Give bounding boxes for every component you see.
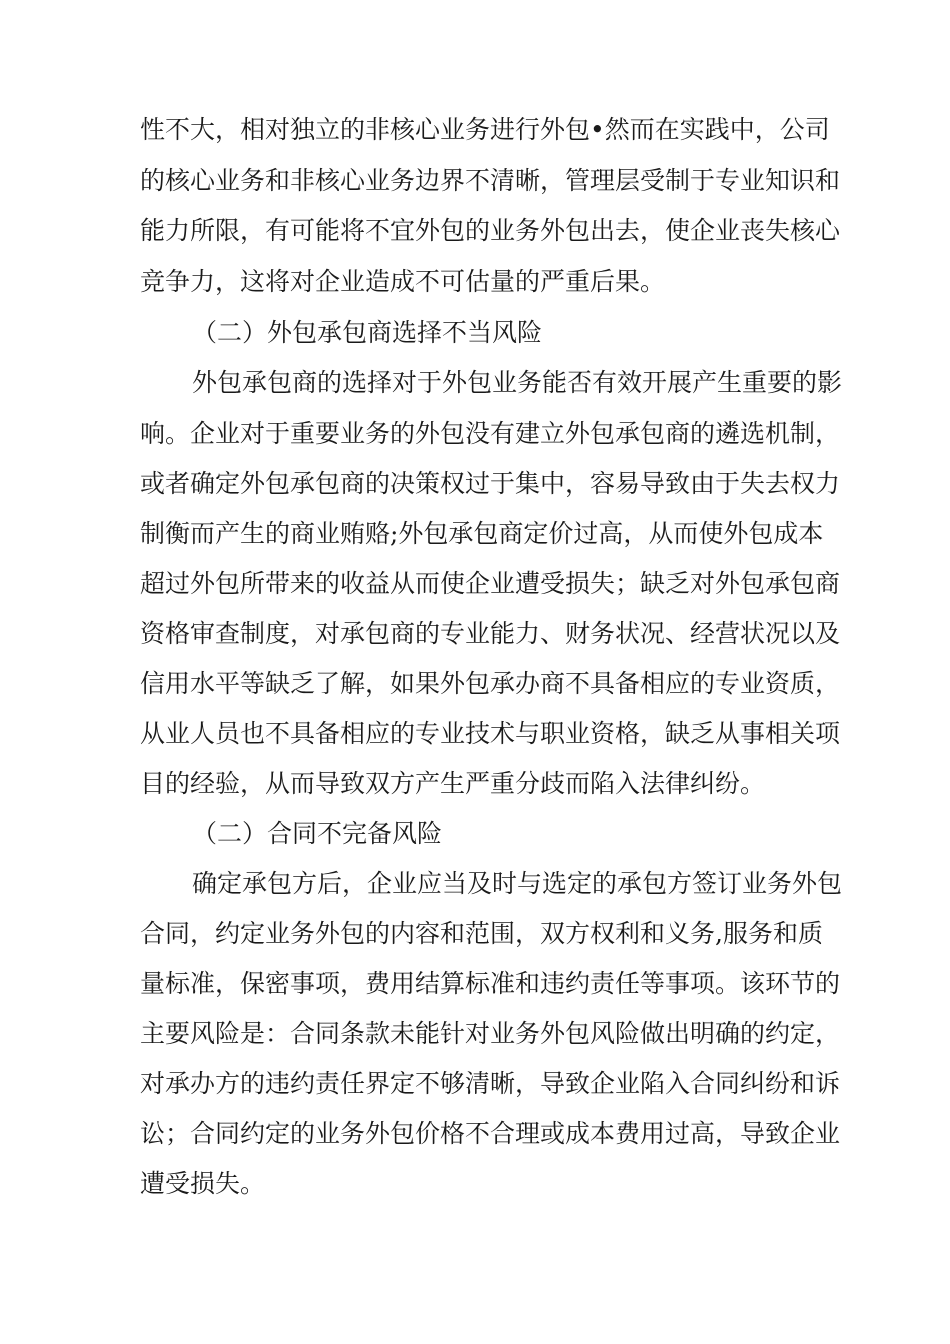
paragraph-3-line-3: 量标准，保密事项，费用结算标准和违约责任等事项。该环节的 — [140, 969, 841, 998]
paragraph-1-line-2: 的核心业务和非核心业务边界不清晰，管理层受制于专业知识和 — [140, 166, 841, 195]
section-heading-contract-incomplete: （二）合同不完备风险 — [192, 819, 443, 848]
paragraph-3-line-1: 确定承包方后，企业应当及时与选定的承包方签订业务外包 — [192, 869, 843, 898]
paragraph-2-line-5: 超过外包所带来的收益从而使企业遭受损失；缺乏对外包承包商 — [140, 569, 841, 598]
paragraph-2-line-8: 从业人员也不具备相应的专业技术与职业资格，缺乏从事相关项 — [140, 719, 841, 748]
paragraph-1-line-3: 能力所限，有可能将不宜外包的业务外包出去，使企业丧失核心 — [140, 216, 841, 245]
paragraph-2-line-6: 资格审查制度，对承包商的专业能力、财务状况、经营状况以及 — [140, 619, 841, 648]
paragraph-2-line-4: 制衡而产生的商业贿赂;外包承包商定价过高，从而使外包成本 — [140, 519, 824, 548]
paragraph-2-line-2: 响。企业对于重要业务的外包没有建立外包承包商的遴选机制， — [140, 419, 841, 448]
section-heading-contractor-selection: （二）外包承包商选择不当风险 — [192, 318, 543, 347]
paragraph-2-line-9: 目的经验，从而导致双方产生严重分歧而陷入法律纠纷。 — [140, 769, 766, 798]
paragraph-3-line-6: 讼；合同约定的业务外包价格不合理或成本费用过高，导致企业 — [140, 1119, 841, 1148]
paragraph-3-line-7: 遭受损失。 — [140, 1169, 266, 1198]
paragraph-3-line-4: 主要风险是：合同条款未能针对业务外包风险做出明确的约定， — [140, 1019, 841, 1048]
paragraph-2-line-1: 外包承包商的选择对于外包业务能否有效开展产生重要的影 — [192, 368, 843, 397]
paragraph-1-line-4: 竞争力，这将对企业造成不可估量的严重后果。 — [140, 267, 666, 296]
paragraph-2-line-7: 信用水平等缺乏了解，如果外包承办商不具备相应的专业资质， — [140, 669, 841, 698]
paragraph-1-line-1: 性不大，相对独立的非核心业务进行外包•然而在实践中，公司 — [140, 115, 830, 144]
paragraph-2-line-3: 或者确定外包承包商的决策权过于集中，容易导致由于失去权力 — [140, 469, 841, 498]
paragraph-3-line-2: 合同，约定业务外包的内容和范围，双方权利和义务,服务和质 — [140, 919, 823, 948]
paragraph-3-line-5: 对承办方的违约责任界定不够清晰，导致企业陷入合同纠纷和诉 — [140, 1069, 841, 1098]
